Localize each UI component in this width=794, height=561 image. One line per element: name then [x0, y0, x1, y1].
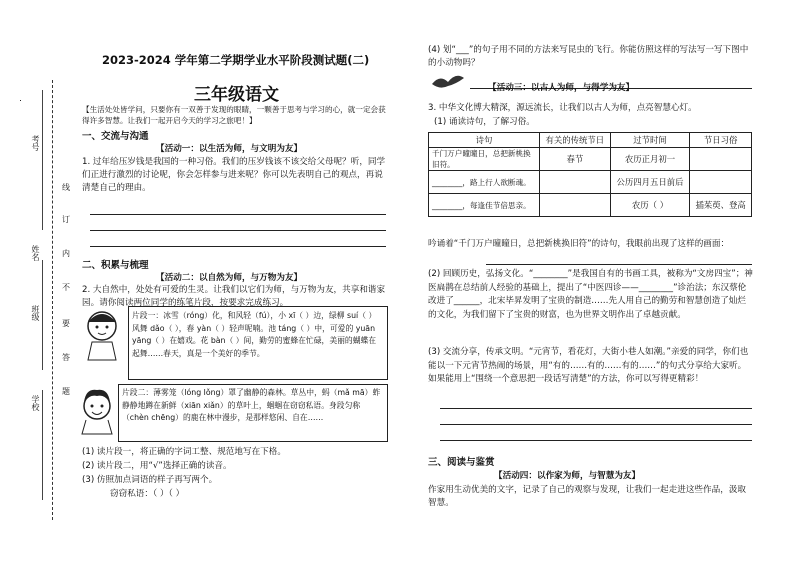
poem-cell[interactable]: ________，每逢佳节倍思亲。 [429, 194, 540, 217]
answer-line-3[interactable] [90, 246, 386, 247]
table-row [429, 171, 752, 194]
activity-4-label: 【活动四：以作家为师，与智慧为友】 [494, 471, 641, 481]
answer-line-5[interactable] [486, 264, 752, 265]
sub-question-3-example[interactable]: 窃窃私语：（ ）（ ） [110, 489, 185, 499]
activity-1-label: 【活动一：以生活为师，与文明为友】 [156, 144, 303, 154]
seal-char-6: 答 [62, 353, 70, 362]
girl-illustration [78, 302, 126, 362]
time-cell[interactable]: 农历（ ） [610, 194, 690, 217]
custom-cell[interactable] [690, 148, 752, 171]
festival-table [428, 132, 752, 217]
table-header: 诗句 [429, 133, 540, 148]
sub-question-2: (2) 读片段二，用“√”选择正确的读音。 [82, 461, 232, 471]
intro-text: 【生活处处皆学问，只要你有一双善于发现的眼睛，一颗善于思考与学习的心，就一定会获得许多智慧。让我们一起开启今天的学习之旅吧！】 [82, 105, 386, 125]
question-3-3: (3) 交流分享，传承文明。“元宵节，看花灯，大街小巷人如潮。”亲爱的同学，你们也能以一下元宵节热闹的场景，用“有的……有的……有的……”的句式分享给大家听。如果能用上“围绕一个意思把一段话写清楚”的方法，你可以写得更精彩！ [428, 347, 749, 384]
after-table-text: 吟诵着“千门万户曈曈日，总把新桃换旧符”的诗句，我眼前出现了这样的画面： [428, 239, 730, 249]
table-row [429, 148, 752, 171]
answer-line-7[interactable] [440, 424, 752, 425]
question-1: 1. 过年给压岁钱是我国的一种习俗。我们的压岁钱该不该交给父母呢？听，同学们正进行激烈的讨论呢，你会怎样参与进来呢？你可以先表明自己的观点，再说清楚自己的理由。 [82, 157, 386, 193]
binding-dashed-line [52, 80, 53, 520]
sub-question-3: (3) 仿照加点词语的样子再写两个。 [82, 475, 218, 485]
seal-char-5: 要 [62, 319, 70, 328]
table-header: 过节时间 [610, 133, 690, 148]
answer-line-1[interactable] [90, 214, 386, 215]
festival-cell[interactable]: 春节 [540, 148, 611, 171]
time-cell: 公历四月五日前后 [610, 171, 690, 194]
gutter-answer-stroke-2 [42, 260, 43, 370]
subject-title: 三年级语文 [194, 85, 279, 105]
table-header-row [429, 133, 752, 148]
time-cell: 农历正月初一 [610, 148, 690, 171]
seal-char-4: 不 [62, 283, 70, 292]
table-header: 节日习俗 [690, 133, 752, 148]
question-3: 3. 中华文化博大精深，源远流长，让我们以古人为师，点亮智慧心灯。 [428, 103, 697, 113]
gutter-label-name: 姓名 [31, 245, 40, 261]
question-2: 2. 大自然中，处处有可爱的生灵。让我们以它们为师，与万物为友，共享和谐家园。请你阅读两位同学的练笔片段，按要求完成练习。 [82, 285, 386, 308]
boy-illustration [76, 384, 118, 436]
gutter-label-school: 学校 [31, 395, 40, 411]
gutter-label-class: 班级 [31, 305, 40, 321]
poem-cell[interactable]: ________，路上行人欲断魂。 [429, 171, 540, 194]
activity-2-label: 【活动二：以自然为师，与万物为友】 [156, 273, 303, 283]
exam-title: 2023-2024 学年第二学期学业水平阶段测试题(二) [102, 53, 370, 67]
answer-line-2[interactable] [90, 230, 386, 231]
fragment-2-text: 片段二：薄雾笼（lóng lǒng）罩了幽静的森林。草丛中，蚂（mǎ mā）蚱静静地蹲在新鲜（xiān xiǎn）的草叶上，蝈蝈在窃窃私语。身段匀称（chèn chēng）的鹿在林中漫步，是那样悠闲、自在…… [122, 388, 381, 422]
gutter-answer-stroke-3 [42, 390, 43, 500]
section-2-heading: 二、积累与梳理 [82, 260, 149, 271]
sub-question-1: (1) 读片段一，将正确的字词工整、规范地写在下格。 [82, 447, 286, 457]
custom-cell[interactable] [690, 171, 752, 194]
closing-text: 作家用生动优美的文字，记录了自己的观察与发现，让我们一起走进这些作品，汲取智慧。 [428, 485, 746, 508]
custom-cell: 插茱萸、登高 [690, 194, 752, 217]
answer-line-6[interactable] [440, 408, 752, 409]
bird-illustration [428, 70, 468, 92]
gutter-label-exam-number: 考号 [31, 135, 40, 151]
table-row [429, 194, 752, 217]
answer-line-8[interactable] [440, 440, 752, 441]
question-3-2: (2) 回顾历史，弘扬文化。“________”是我国自有的书画工具，被称为“文房四宝”；神医扁鹊在总结前人经验的基础上，提出了“中医四诊——________”诊治法；东汉蔡伦改进了______，北宋毕昇发明了宝贵的制造……先人用自己的勤劳和智慧创造了灿烂的文化，为我们留下了宝贵的财富，也为世界文明作出了卓越贡献。 [428, 269, 753, 320]
section-3-heading: 三、阅读与鉴赏 [428, 457, 495, 468]
seal-char-3: 内 [62, 249, 70, 258]
section-1-heading: 一、交流与沟通 [82, 131, 149, 142]
seal-char-7: 题 [62, 387, 70, 396]
seal-char-1: 线 [62, 183, 70, 192]
festival-cell[interactable] [540, 171, 611, 194]
question-4: (4) 划“___”的句子用不同的方法来写昆虫的飞行。你能仿照这样的写法写一写下图中的小动物吗？ [428, 45, 749, 68]
festival-cell[interactable] [540, 194, 611, 217]
gutter-answer-line-1 [20, 100, 21, 101]
gutter-answer-stroke-1 [42, 90, 43, 230]
poem-cell: 千门万户曈曈日，总把新桃换旧符。 [429, 148, 540, 171]
table-header: 有关的传统节日 [540, 133, 611, 148]
seal-char-2: 订 [62, 215, 70, 224]
activity-3-label: 【活动三：以古人为师，与得学为友】 [488, 83, 635, 93]
fragment-1-text: 片段一：冰雪（róng）化，和风轻（fú），小 xī（ ）边，绿柳 suí（ ）风舞 dǎo（ ），春 yàn（ ）轻声呢喃。池 táng（ ）中，可爱的 yuān yāng（ ）在嬉戏。花 bàn（ ）间，勤劳的蜜蜂在忙碌，美丽的蝴蝶在起舞……春天，真是一个美好的季节。 [132, 311, 377, 358]
question-3-1: (1) 诵读诗句，了解习俗。 [434, 117, 535, 127]
